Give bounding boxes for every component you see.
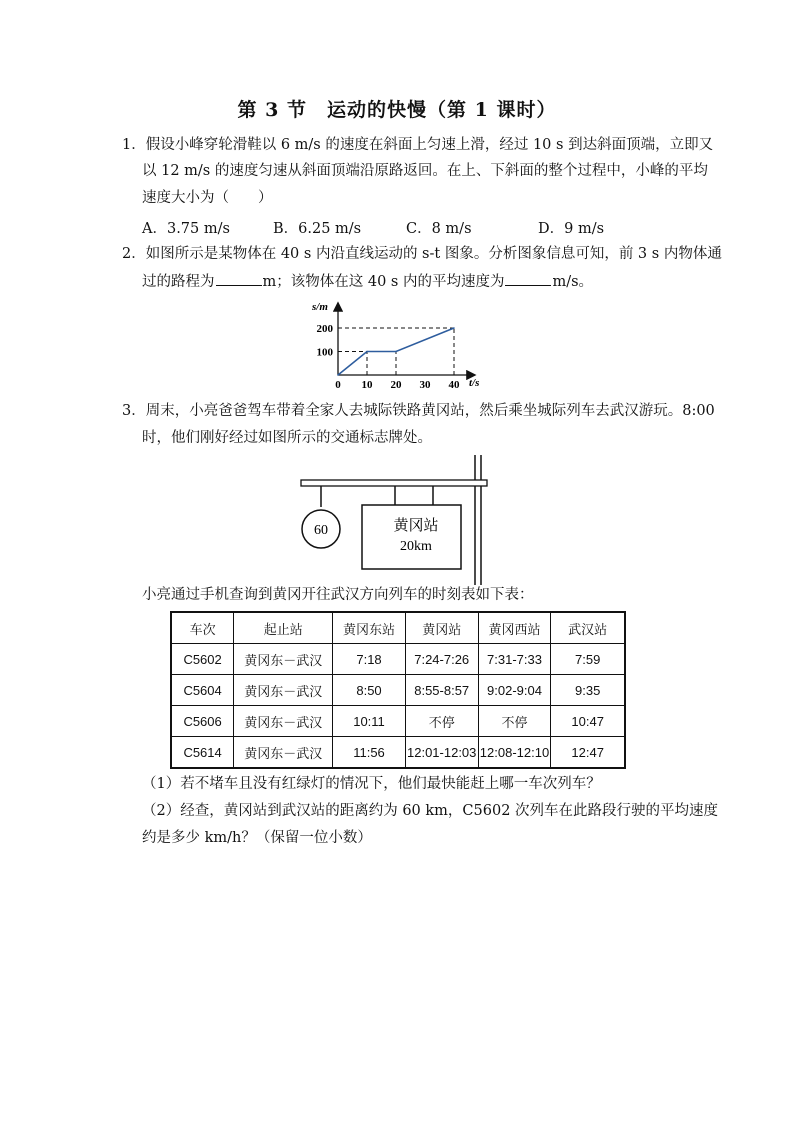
table-cell: 12:08-12:10 bbox=[478, 737, 551, 769]
data-point bbox=[453, 327, 455, 329]
table-cell: 黄冈东－武汉 bbox=[234, 737, 333, 769]
data-point bbox=[337, 374, 339, 376]
table-cell: 不停 bbox=[478, 706, 551, 737]
table-row bbox=[171, 675, 625, 706]
table-cell: 黄冈东－武汉 bbox=[234, 675, 333, 706]
table-row bbox=[171, 644, 625, 675]
table-cell: 9:02-9:04 bbox=[478, 675, 551, 706]
y-axis-label: s/m bbox=[312, 301, 328, 313]
s-t-graph bbox=[308, 296, 488, 392]
train-timetable bbox=[170, 611, 626, 769]
q3-subquestion-1: （1）若不堵车且没有红绿灯的情况下，他们最快能赶上哪一车次列车？ bbox=[142, 776, 601, 792]
table-row bbox=[171, 706, 625, 737]
table-cell: C5614 bbox=[171, 737, 234, 769]
traffic-sign-figure bbox=[295, 455, 495, 585]
q2-line-2 bbox=[142, 271, 593, 292]
table-cell: 9:35 bbox=[551, 675, 625, 706]
x-tick-label: 10 bbox=[361, 379, 373, 391]
table-cell: C5602 bbox=[171, 644, 234, 675]
q3-subquestion-2-line-2: 约是多少 km/h？（保留一位小数） bbox=[142, 830, 372, 846]
table-cell: 12:01-12:03 bbox=[405, 737, 478, 769]
table-cell: 7:59 bbox=[551, 644, 625, 675]
station-board-name: 黄冈站 bbox=[393, 518, 439, 534]
table-cell: 黄冈东－武汉 bbox=[234, 644, 333, 675]
q1-line-3: 速度大小为（ ） bbox=[142, 190, 273, 206]
table-cell: 10:11 bbox=[333, 706, 406, 737]
speed-limit-value: 60 bbox=[314, 523, 328, 538]
table-cell: 11:56 bbox=[333, 737, 406, 769]
x-tick-label: 20 bbox=[390, 379, 402, 391]
station-board-distance: 20km bbox=[400, 539, 432, 554]
table-cell: 7:18 bbox=[333, 644, 406, 675]
table-cell: 10:47 bbox=[551, 706, 625, 737]
table-header-cell: 黄冈西站 bbox=[478, 612, 551, 644]
q2-text-b: m；该物体在这 40 s 内的平均速度为 bbox=[262, 274, 505, 290]
answer-blank-2 bbox=[505, 271, 551, 286]
table-header-cell: 黄冈东站 bbox=[333, 612, 406, 644]
table-cell: 黄冈东－武汉 bbox=[234, 706, 333, 737]
table-header-cell: 武汉站 bbox=[551, 612, 625, 644]
table-row bbox=[171, 737, 625, 769]
crossbar bbox=[301, 480, 487, 486]
answer-blank-1 bbox=[216, 271, 262, 286]
q1-line-1: 1．假设小峰穿轮滑鞋以 6 m/s 的速度在斜面上匀速上滑，经过 10 s 到达斜面顶端，立即又 bbox=[122, 137, 714, 153]
q1-option-d: D．9 m/s bbox=[538, 221, 605, 237]
q3-line-1: 3．周末，小亮爸爸驾车带着全家人去城际铁路黄冈站，然后乘坐城际列车去武汉游玩。8:00 bbox=[122, 403, 715, 419]
table-cell: 12:47 bbox=[551, 737, 625, 769]
table-header-row bbox=[171, 612, 625, 644]
q2-line-1: 2．如图所示是某物体在 40 s 内沿直线运动的 s-t 图象。分析图象信息可知，前 3 s 内物体通 bbox=[122, 246, 722, 262]
x-tick-label: 40 bbox=[448, 379, 460, 391]
q2-text-a: 过的路程为 bbox=[142, 274, 215, 290]
q1-option-a: A．3.75 m/s bbox=[142, 221, 230, 237]
q3-subquestion-2-line-1: （2）经查，黄冈站到武汉站的距离约为 60 km，C5602 次列车在此路段行驶的平均速度 bbox=[142, 803, 719, 819]
table-cell: 8:55-8:57 bbox=[405, 675, 478, 706]
q1-line-2: 以 12 m/s 的速度匀速从斜面顶端沿原路返回。在上、下斜面的整个过程中，小峰的平均 bbox=[142, 163, 708, 179]
page-title: 第 3 节 运动的快慢（第 1 课时） bbox=[237, 99, 557, 121]
table-cell: 7:31-7:33 bbox=[478, 644, 551, 675]
q2-text-c: m/s。 bbox=[552, 274, 594, 290]
table-header-cell: 黄冈站 bbox=[405, 612, 478, 644]
q3-table-intro: 小亮通过手机查询到黄冈开往武汉方向列车的时刻表如下表： bbox=[142, 587, 534, 603]
y-tick-label: 100 bbox=[316, 346, 333, 359]
table-header-cell: 车次 bbox=[171, 612, 234, 644]
q1-option-c: C．8 m/s bbox=[406, 221, 472, 237]
x-axis-label: t/s bbox=[469, 377, 480, 389]
station-board bbox=[362, 505, 461, 569]
q1-option-b: B．6.25 m/s bbox=[273, 221, 362, 237]
x-tick-label: 0 bbox=[335, 379, 341, 391]
table-cell: C5606 bbox=[171, 706, 234, 737]
x-tick-label: 30 bbox=[419, 379, 431, 391]
y-tick-label: 200 bbox=[316, 323, 333, 335]
table-header-cell: 起止站 bbox=[234, 612, 333, 644]
table-cell: C5604 bbox=[171, 675, 234, 706]
table-cell: 8:50 bbox=[333, 675, 406, 706]
q3-line-2: 时，他们刚好经过如图所示的交通标志牌处。 bbox=[142, 430, 432, 446]
data-point bbox=[395, 351, 397, 353]
data-point bbox=[366, 351, 368, 353]
table-cell: 7:24-7:26 bbox=[405, 644, 478, 675]
table-cell: 不停 bbox=[405, 706, 478, 737]
